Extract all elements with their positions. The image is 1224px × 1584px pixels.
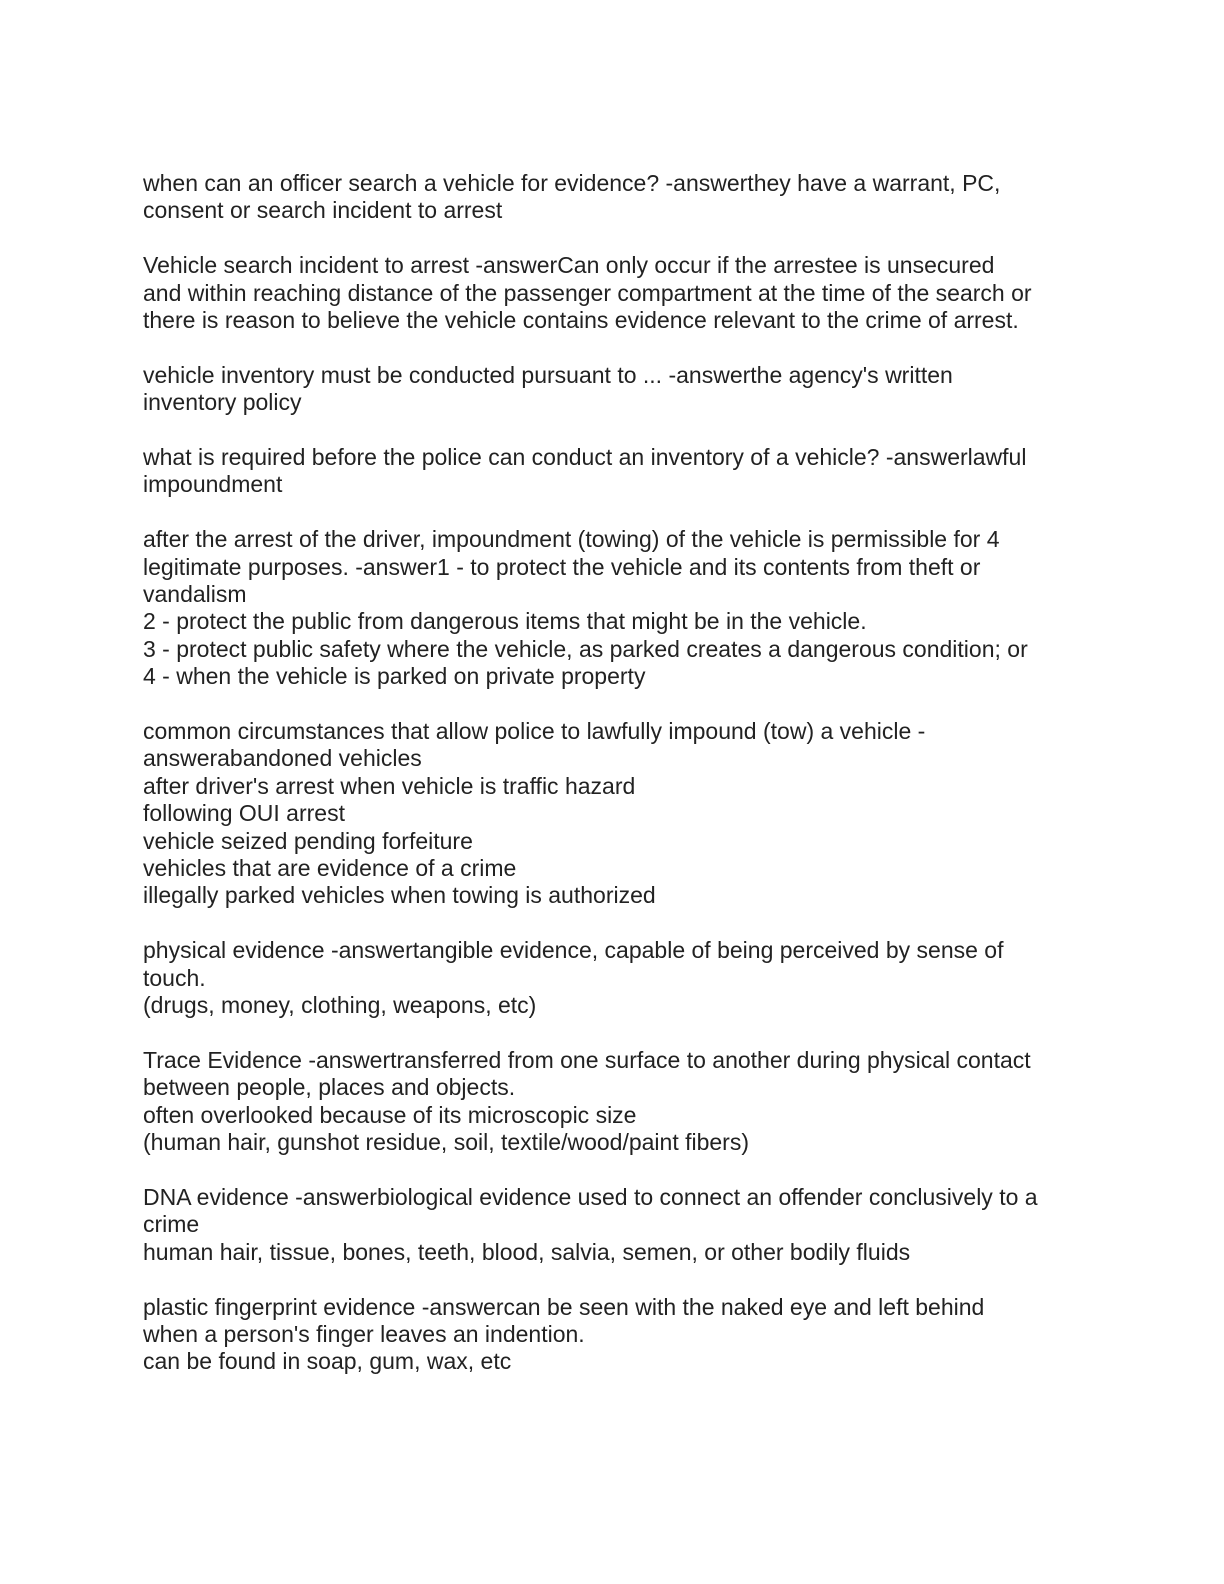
entry-line: vandalism: [143, 581, 247, 608]
entry-line: and within reaching distance of the passenger compartment at the time of the search or: [143, 279, 1032, 306]
qa-entry-10: [143, 1294, 1083, 1376]
qa-entry-8: [143, 1047, 1083, 1157]
entry-line: there is reason to believe the vehicle contains evidence relevant to the crime of arrest.: [143, 307, 1019, 334]
entry-line: vehicles that are evidence of a crime: [143, 855, 517, 882]
entry-line: illegally parked vehicles when towing is authorized: [143, 882, 656, 909]
entry-line: Trace Evidence -answertransferred from one surface to another during physical contact: [143, 1046, 1031, 1073]
qa-entry-7: [143, 937, 1083, 1019]
entry-line: impoundment: [143, 471, 283, 498]
entry-line: consent or search incident to arrest: [143, 197, 503, 224]
entry-line: when can an officer search a vehicle for evidence? -answerthey have a warrant, PC,: [143, 170, 1001, 196]
entry-line: DNA evidence -answerbiological evidence used to connect an offender conclusively to a: [143, 1183, 1038, 1210]
entry-line: Vehicle search incident to arrest -answerCan only occur if the arrestee is unsecured: [143, 252, 995, 279]
qa-entry-6: [143, 718, 1083, 910]
entry-line: following OUI arrest: [143, 800, 345, 827]
entry-line: 4 - when the vehicle is parked on private property: [143, 663, 646, 690]
entry-line: when a person's finger leaves an indention.: [143, 1320, 585, 1347]
qa-entry-2: [143, 252, 1083, 334]
entry-line: inventory policy: [143, 389, 302, 416]
entry-line: touch.: [143, 964, 206, 991]
entry-line: human hair, tissue, bones, teeth, blood, salvia, semen, or other bodily fluids: [143, 1238, 911, 1265]
entry-line: plastic fingerprint evidence -answercan be seen with the naked eye and left behind: [143, 1293, 985, 1320]
entry-line: legitimate purposes. -answer1 - to protect the vehicle and its contents from theft or: [143, 553, 981, 580]
entry-line: often overlooked because of its microscopic size: [143, 1101, 637, 1128]
qa-entry-9: [143, 1184, 1083, 1266]
qa-entry-3: [143, 362, 1083, 417]
entry-line: after the arrest of the driver, impoundment (towing) of the vehicle is permissible for 4: [143, 526, 1000, 553]
entry-line: 2 - protect the public from dangerous items that might be in the vehicle.: [143, 608, 867, 635]
entry-line: (human hair, gunshot residue, soil, textile/wood/paint fibers): [143, 1129, 749, 1156]
entry-line: common circumstances that allow police to lawfully impound (tow) a vehicle -: [143, 718, 926, 745]
entry-line: physical evidence -answertangible evidence, capable of being perceived by sense of: [143, 937, 1004, 964]
qa-entry-5: [143, 526, 1083, 690]
entry-line: crime: [143, 1211, 200, 1238]
entry-line: vehicle inventory must be conducted pursuant to ... -answerthe agency's written: [143, 361, 953, 388]
entry-line: vehicle seized pending forfeiture: [143, 827, 473, 854]
document-page: [143, 170, 1083, 1403]
qa-entry-1: [143, 170, 1083, 225]
entry-line: between people, places and objects.: [143, 1074, 516, 1101]
entry-line: answerabandoned vehicles: [143, 745, 422, 772]
entry-line: after driver's arrest when vehicle is traffic hazard: [143, 772, 636, 799]
qa-entry-4: [143, 444, 1083, 499]
entry-line: (drugs, money, clothing, weapons, etc): [143, 992, 537, 1019]
entry-line: can be found in soap, gum, wax, etc: [143, 1348, 512, 1375]
entry-line: what is required before the police can conduct an inventory of a vehicle? -answerlawful: [143, 444, 1027, 471]
entry-line: 3 - protect public safety where the vehicle, as parked creates a dangerous condition; or: [143, 635, 1028, 662]
